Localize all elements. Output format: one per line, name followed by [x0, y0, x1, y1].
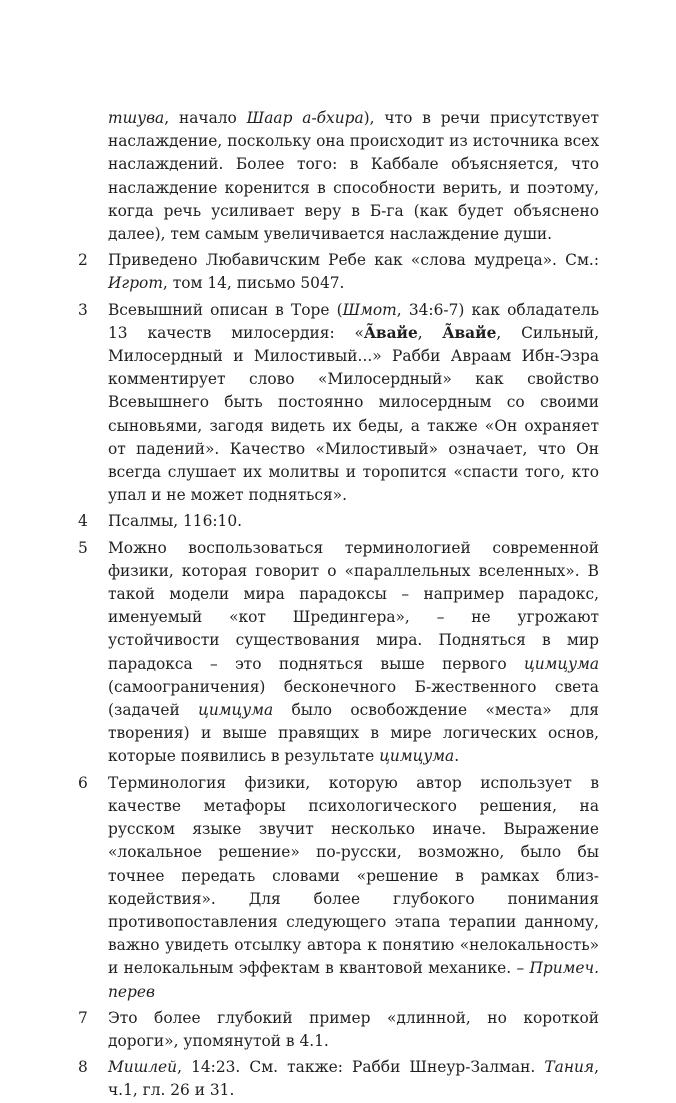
text-run: Это более глубокий пример «длинной, но короткой дороги», упомянутой в 4.1.	[108, 1008, 599, 1050]
italic-text: цимцума	[523, 654, 599, 673]
footnote-continuation	[78, 107, 599, 246]
italic-text: Мишлей	[108, 1058, 178, 1077]
footnote	[78, 772, 599, 1004]
italic-text: цимцума	[379, 747, 455, 766]
footnote-number: 4	[78, 512, 88, 531]
footnote-text	[108, 1056, 599, 1102]
text-run: , 14:23. См. также: Рабби Шнеур-Залман.	[177, 1058, 545, 1077]
italic-text: тшува	[108, 109, 165, 127]
footnote-text	[108, 510, 599, 533]
footnote-number: 5	[78, 538, 88, 557]
text-run: , ч.1, гл. 26 и 31.	[108, 1058, 599, 1100]
italic-text: Шаар а-бхира	[246, 109, 364, 127]
text-run: Можно воспользоваться терминологией современной физики, которая говорит о «параллельных вселенных». В такой модели мира парадоксы – например парадокс, именуемый «кот Шредингера», – не угрожают устойчивости существования мира. Подняться в мир парадокса – это подняться выше первого	[108, 538, 599, 673]
text-run: Терминология физики, которую автор использует в качестве метафоры психологического решения, на русском языке звучит несколько иначе. Выражение «локальное решение» по-русски, возможно, было бы точнее передать словами «решение в рамках близкодействия». Для более глубокого понимания противопоставления следующего этапа терапии данному, важно увидеть отсылку автора к понятию «нелокальность» и нелокальным эффектам в квантовой механике. –	[108, 773, 599, 978]
footnote-text	[108, 537, 599, 769]
italic-text: Примеч. перев	[108, 959, 599, 1001]
footnote-number: 3	[78, 300, 88, 319]
footnote-text	[108, 1007, 599, 1053]
footnote	[78, 299, 599, 508]
footnotes-list	[78, 249, 599, 1102]
footnote-number: 2	[78, 251, 88, 270]
text-run: ,	[417, 323, 443, 342]
footnote-number: 6	[78, 773, 88, 792]
text-run: .	[454, 747, 460, 766]
bold-text: Ãвайе	[442, 323, 497, 342]
bold-text: Ãвайе	[363, 323, 418, 342]
footnote-number: 7	[78, 1008, 88, 1027]
italic-text: Тания	[544, 1058, 595, 1077]
footnote-text	[108, 772, 599, 1004]
italic-text: цимцума	[198, 701, 274, 720]
footnote-number: 8	[78, 1058, 88, 1077]
footnote-text	[108, 249, 599, 295]
text-run: ), что в речи присутствует наслаждение, поскольку она происходит из источника всех наслаждений. Более того: в Каббале объясняется, что наслаждение коренится в способности верить, и поэтому, когда речь усиливает веру в Б-га (как будет объяснено далее), тем самым увеличивается наслаждение души.	[108, 109, 599, 244]
italic-text: Игрот	[108, 274, 163, 293]
text-run: , том 14, письмо 5047.	[162, 274, 345, 293]
italic-text: Шмот	[342, 300, 397, 319]
footnote	[78, 537, 599, 769]
text-run: , 34:6-7) как обладатель 13 качеств милосердия: «	[108, 300, 599, 342]
text-run: , начало	[164, 109, 247, 127]
footnote	[78, 1056, 599, 1102]
footnotes-page	[78, 107, 599, 1103]
text-run: было освобождение «места» для творения) и выше правящих в мире логических основ, которые появились в результате	[108, 701, 599, 766]
footnote	[78, 510, 599, 533]
footnote-text	[108, 107, 599, 246]
text-run: Приведено Любавичским Ребе как «слова мудреца». См.:	[108, 251, 599, 270]
text-run: Всевышний описан в Торе (	[108, 300, 343, 319]
text-run: , Сильный, Милосердный и Милостивый...» Рабби Авраам Ибн-Эзра комментирует слово «Милосердный» как свойство Всевышнего быть постоянно милосердным со своими сыновьями, загодя видеть их беды, а также «Он охраняет от падений». Качество «Милостивый» означает, что Он всегда слушает их молитвы и торопится «спасти того, кто упал и не может подняться».	[108, 323, 599, 505]
text-run: Псалмы, 116:10.	[108, 512, 243, 531]
footnote	[78, 249, 599, 295]
footnote	[78, 1007, 599, 1053]
text-run: (самоограничения) бесконечного Б-жественного света (задачей	[108, 677, 599, 720]
footnote-text	[108, 299, 599, 508]
